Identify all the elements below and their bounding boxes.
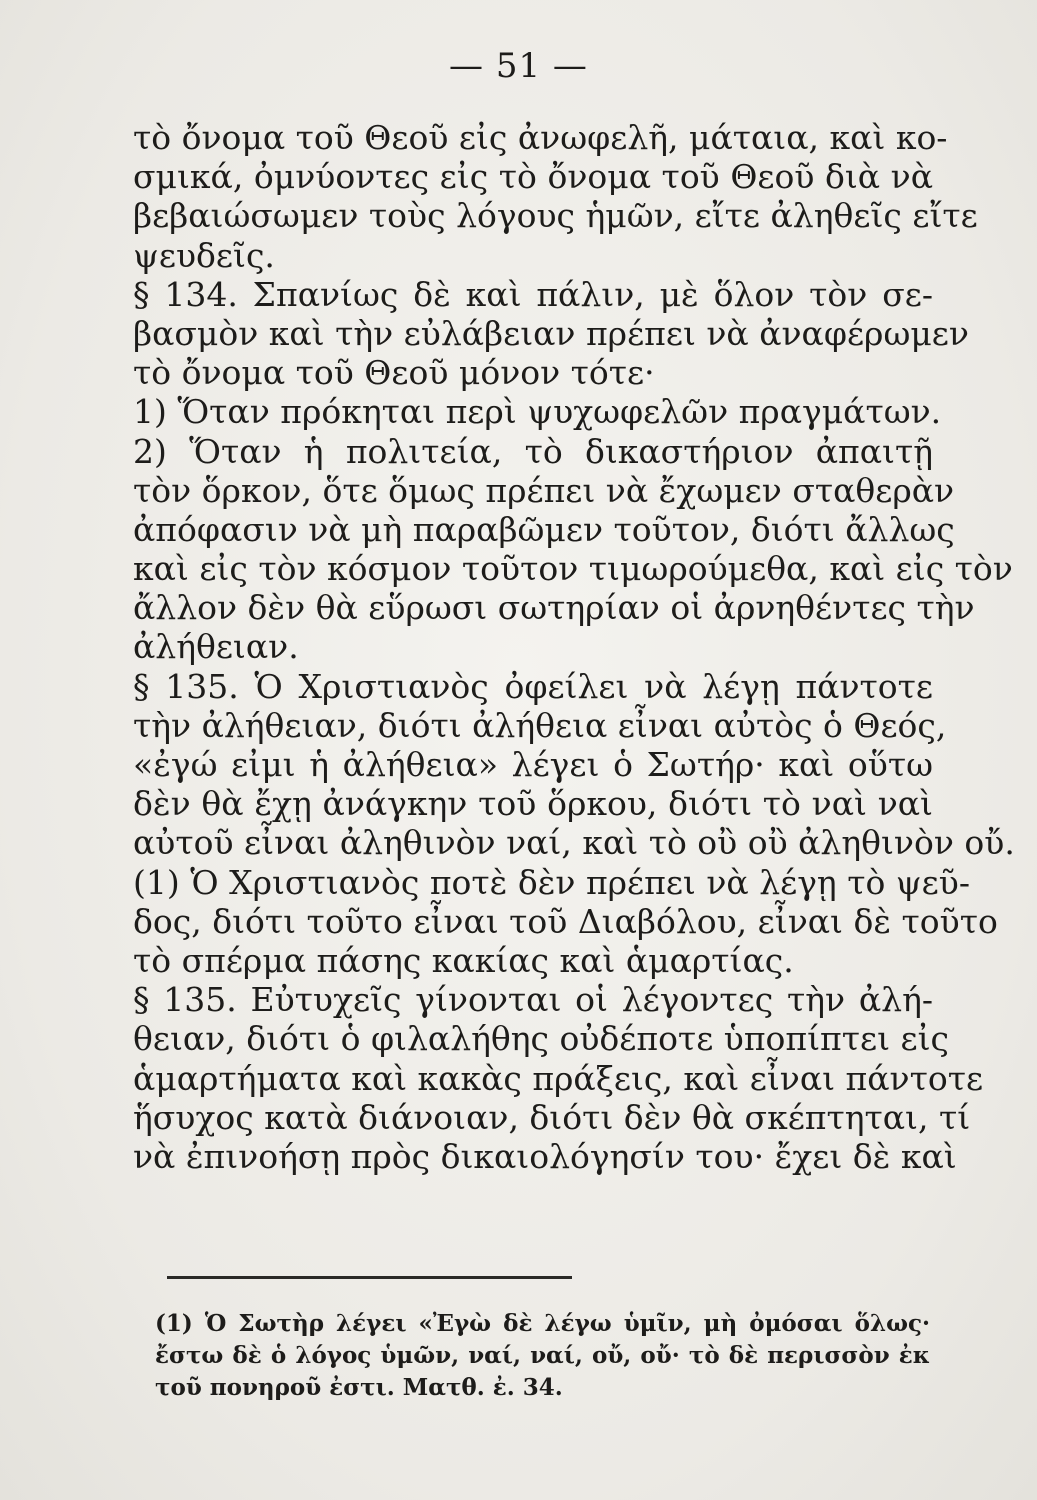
- text-line: § 135. Ὁ Χριστιανὸς ὀφείλει νὰ λέγῃ πάντοτε: [133, 666, 933, 706]
- footnote-line: ἔστω δὲ ὁ λόγος ὑμῶν, ναί, ναί, οὔ, οὔ· τὸ δὲ περισσὸν ἐκ: [155, 1342, 930, 1369]
- text-line: καὶ εἰς τὸν κόσμον τοῦτον τιμωρούμεθα, καὶ εἰς τὸν: [133, 549, 1013, 589]
- text-line: αὐτοῦ εἶναι ἀληθινὸν ναί, καὶ τὸ οὒ οὒ ἀληθινὸν οὔ.: [133, 823, 1015, 863]
- text-line: νὰ ἐπινοήσῃ πρὸς δικαιολόγησίν του· ἔχει δὲ καὶ: [133, 1136, 957, 1176]
- text-line: τὸ ὄνομα τοῦ Θεοῦ εἰς ἀνωφελῆ, μάταια, καὶ κο-: [133, 118, 948, 157]
- footnote-line: τοῦ πονηροῦ ἐστι. Ματθ. ἐ. 34.: [155, 1374, 563, 1401]
- text-line: (1) Ὁ Χριστιανὸς ποτὲ δὲν πρέπει νὰ λέγῃ τὸ ψεῦ-: [133, 862, 970, 902]
- text-line: θειαν, διότι ὁ φιλαλήθης οὐδέποτε ὑποπίπτει εἰς: [133, 1019, 950, 1059]
- text-line: ἀλήθειαν.: [133, 627, 299, 667]
- text-line: ἀπόφασιν νὰ μὴ παραβῶμεν τοῦτον, διότι ἄλλως: [133, 509, 955, 549]
- text-line: «ἐγώ εἰμι ἡ ἀλήθεια» λέγει ὁ Σωτήρ· καὶ οὕτω: [133, 745, 933, 784]
- text-line: δὲν θὰ ἔχῃ ἀνάγκην τοῦ ὅρκου, διότι τὸ ναὶ ναὶ: [133, 784, 933, 824]
- text-line: ἥσυχος κατὰ διάνοιαν, διότι δὲν θὰ σκέπτηται, τί: [133, 1097, 971, 1137]
- page-number: — 51 —: [449, 46, 588, 86]
- footnote: [155, 1308, 930, 1404]
- text-line: τὴν ἀλήθειαν, διότι ἀλήθεια εἶναι αὐτὸς ὁ Θεός,: [133, 705, 947, 745]
- text-line: σμικά, ὀμνύοντες εἰς τὸ ὄνομα τοῦ Θεοῦ διὰ νὰ: [133, 157, 933, 197]
- footnote-divider: [167, 1276, 572, 1279]
- text-line: 2) Ὅταν ἡ πολιτεία, τὸ δικαστήριον ἀπαιτῇ: [133, 431, 933, 471]
- text-line: § 135. Εὐτυχεῖς γίνονται οἱ λέγοντες τὴν ἀλή-: [133, 980, 933, 1020]
- text-line: δος, διότι τοῦτο εἶναι τοῦ Διαβόλου, εἶναι δὲ τοῦτο: [133, 901, 998, 941]
- text-line: τὸ σπέρμα πάσης κακίας καὶ ἁμαρτίας.: [133, 940, 794, 980]
- text-line: τὸ ὄνομα τοῦ Θεοῦ μόνον τότε·: [133, 353, 655, 393]
- text-line: ψευδεῖς.: [133, 235, 275, 275]
- text-line: § 134. Σπανίως δὲ καὶ πάλιν, μὲ ὅλον τὸν σε-: [133, 274, 933, 314]
- text-line: τὸν ὅρκον, ὅτε ὅμως πρέπει νὰ ἔχωμεν σταθερὰν: [133, 470, 955, 510]
- footnote-line: (1) Ὁ Σωτὴρ λέγει «Ἐγὼ δὲ λέγω ὑμῖν, μὴ ὀμόσαι ὅλως·: [155, 1310, 930, 1337]
- text-line: 1) Ὅταν πρόκηται περὶ ψυχωφελῶν πραγμάτων.: [133, 392, 942, 432]
- main-text: [133, 118, 1015, 1176]
- text-line: βεβαιώσωμεν τοὺς λόγους ἡμῶν, εἴτε ἀληθεῖς εἴτε: [133, 196, 978, 236]
- text-line: βασμὸν καὶ τὴν εὐλάβειαν πρέπει νὰ ἀναφέρωμεν: [133, 313, 969, 353]
- text-line: ἁμαρτήματα καὶ κακὰς πράξεις, καὶ εἶναι πάντοτε: [133, 1058, 984, 1098]
- text-line: ἄλλον δὲν θὰ εὕρωσι σωτηρίαν οἱ ἀρνηθέντες τὴν: [133, 588, 975, 628]
